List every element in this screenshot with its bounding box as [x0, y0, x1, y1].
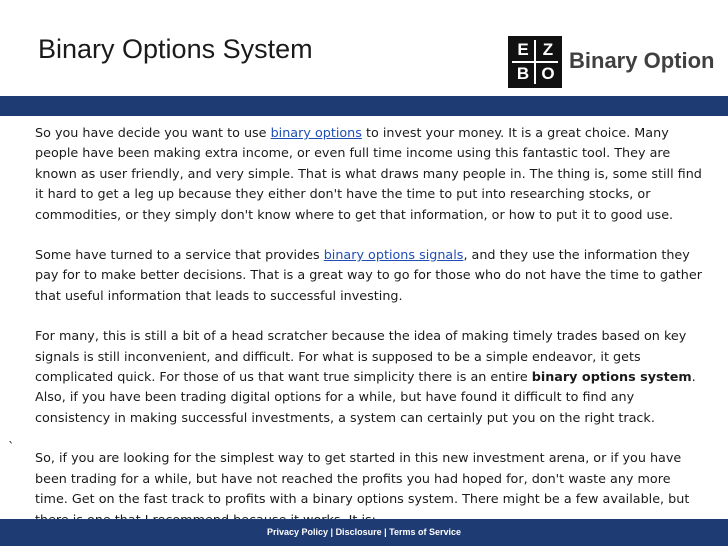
logo-divider-vertical: [534, 40, 536, 84]
logo-letter-e: E: [517, 40, 529, 59]
page-title: Binary Options System: [38, 34, 313, 64]
footer-bar: [0, 519, 728, 546]
brand-logo: [508, 36, 720, 88]
inline-link[interactable]: binary options signals: [323, 248, 464, 264]
logo-letter-z: Z: [542, 40, 554, 59]
paragraph-text: . Also, if you have been trading digital options for a while, but have found it difficult to find any consistency in making successful investments, a system can certainly put you on the right track.: [35, 370, 696, 426]
paragraph-text: , and they use the information they pay for to make better decisions. That is a great way to go for those who do not have the time to gather that useful information that leads to successful investing.: [35, 248, 702, 304]
paragraph: [35, 246, 703, 307]
stray-mark: `: [8, 441, 15, 456]
logo-mark: [508, 36, 562, 88]
paragraph-text: to invest your money. It is a great choice. Many people have been making extra income, or even full time income using this fantastic tool. They are known as user friendly, and very simple. That is what draws many people in. The thing is, some still find it hard to get a leg up because they either don't have the time to put into researching stocks, or commodities, or they simply don't know where to get that information, or how to put it to good use.: [35, 126, 702, 223]
header-band: [0, 96, 728, 116]
article-body: [35, 124, 703, 551]
paragraph-text: So you have decide you want to use: [35, 126, 271, 141]
inline-link[interactable]: binary options: [270, 126, 362, 141]
footer-link[interactable]: Disclosure: [335, 527, 382, 537]
paragraph: [35, 327, 703, 429]
footer-links: [0, 519, 728, 546]
footer-link[interactable]: Terms of Service: [389, 527, 461, 537]
emphasized-text: binary options system: [531, 370, 692, 386]
logo-wordmark: Binary Option: [569, 48, 715, 73]
footer-separator: |: [328, 527, 336, 537]
paragraph-text: So, if you are looking for the simplest way to get started in this new investment arena, or if you have been trading for a while, but have not reached the profits you had hoped for, don't waste any more time. Get on the fast track to profits with a binary options system. There might be a few available, but: [35, 451, 690, 508]
paragraph: [35, 124, 703, 226]
logo-letter-o: O: [541, 64, 555, 83]
logo-letter-b: B: [516, 64, 530, 83]
footer-separator: |: [381, 527, 390, 537]
paragraph-text: Some have turned to a service that provides: [35, 248, 324, 264]
footer-link[interactable]: Privacy Policy: [266, 527, 329, 537]
paragraph-text: For many, this is still a bit of a head scratcher because the idea of making timely trades based on key signals is still inconvenient, and difficult. For what is supposed to be a simple endeavor, it gets complicated quick. For those of us that want true simplicity there is an entire: [35, 329, 687, 386]
